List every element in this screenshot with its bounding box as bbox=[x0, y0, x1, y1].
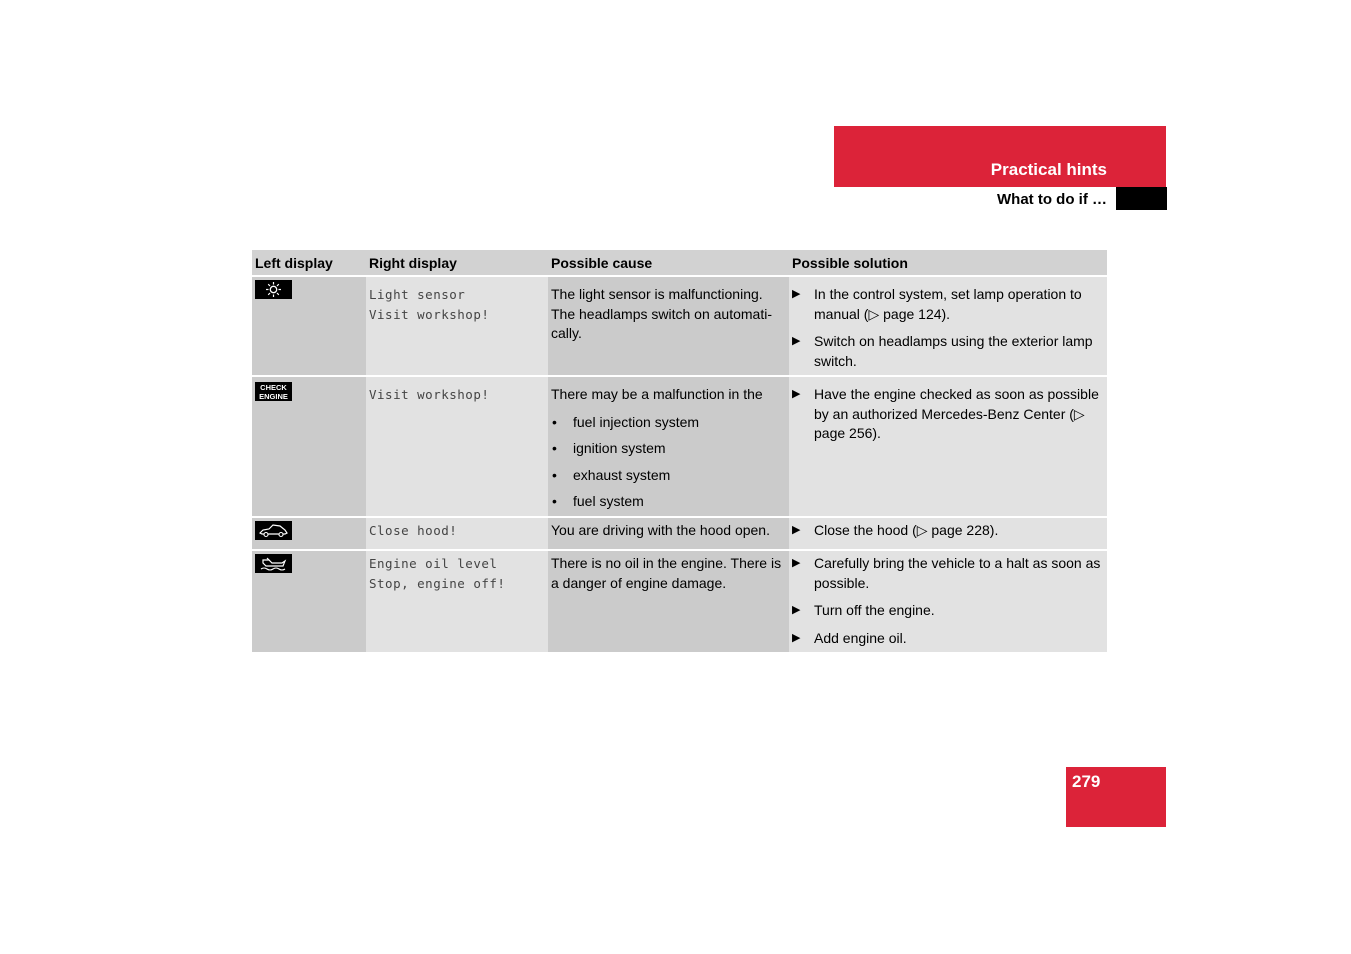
arrow-bullet-icon: ▶ bbox=[792, 523, 801, 536]
section-tab-marker bbox=[1116, 187, 1167, 210]
cause-bullet-item: • exhaust system bbox=[552, 466, 671, 483]
page-number: 279 bbox=[1072, 772, 1101, 791]
arrow-bullet-icon: ▶ bbox=[792, 631, 801, 644]
cause-text: You are driving with the hood open. bbox=[551, 521, 770, 538]
solution-item: ▶ Turn off the engine. bbox=[792, 601, 1104, 621]
cause-text: There is no oil in the engine. There is a danger of engine damage. bbox=[551, 555, 782, 591]
possible-solution-cell bbox=[789, 276, 1107, 376]
display-message-line: Stop, engine off! bbox=[369, 575, 506, 591]
light-sensor-icon bbox=[255, 280, 292, 299]
right-display-cell bbox=[366, 517, 548, 551]
solution-item: ▶ Have the engine checked as soon as possible by an authorized Mercedes-Benz Center (▷ page 256). bbox=[792, 386, 1099, 441]
display-message-line: Close hood! bbox=[369, 522, 458, 538]
left-display-cell bbox=[252, 276, 366, 376]
left-display-cell bbox=[252, 517, 366, 551]
arrow-bullet-icon: ▶ bbox=[792, 335, 801, 347]
possible-cause-cell bbox=[548, 276, 789, 376]
right-display-cell bbox=[366, 276, 548, 376]
table-header-row bbox=[252, 250, 1107, 276]
left-display-cell bbox=[252, 376, 366, 517]
left-display-cell bbox=[252, 550, 366, 652]
table-row bbox=[252, 517, 1107, 551]
possible-solution-cell bbox=[789, 376, 1107, 517]
check-engine-icon: CHECK ENGINE bbox=[255, 382, 292, 401]
possible-solution-cell bbox=[789, 550, 1107, 652]
table-row bbox=[252, 276, 1107, 376]
page-number-box bbox=[1066, 767, 1166, 827]
arrow-bullet-icon: ▶ bbox=[792, 557, 801, 569]
cause-bullet-item: • ignition system bbox=[552, 440, 666, 456]
display-message-line: Light sensor bbox=[369, 287, 466, 302]
solution-item: ▶ Switch on headlamps using the exterior lamp switch. bbox=[792, 333, 1093, 369]
display-messages-table bbox=[252, 250, 1107, 652]
display-message-line: Engine oil level bbox=[369, 556, 498, 571]
cause-bullet-item: • fuel system bbox=[552, 493, 644, 509]
solution-item: ▶ Add engine oil. bbox=[792, 629, 1104, 649]
solution-item: ▶ Carefully bring the vehicle to a halt as soon as possible. bbox=[792, 555, 1101, 591]
right-display-cell bbox=[366, 376, 548, 517]
arrow-bullet-icon: ▶ bbox=[792, 388, 801, 400]
possible-solution-cell bbox=[789, 517, 1107, 551]
solution-item: ▶ Close the hood (▷ page 228). bbox=[792, 521, 1104, 541]
display-message-line: Visit workshop! bbox=[369, 306, 490, 322]
table-row bbox=[252, 550, 1107, 652]
header-possible-solution: Possible solution bbox=[789, 250, 1107, 276]
hood-open-icon bbox=[255, 521, 292, 540]
possible-cause-cell bbox=[548, 376, 789, 517]
header-left-display: Left display bbox=[252, 250, 366, 276]
cause-bullet-item: • fuel injection system bbox=[552, 413, 700, 430]
header-possible-cause: Possible cause bbox=[548, 250, 789, 276]
cause-text: The light sensor is malfunctioning. The headlamps switch on automati-cally. bbox=[551, 286, 772, 341]
arrow-bullet-icon: ▶ bbox=[792, 604, 801, 616]
cause-text: There may be a malfunction in the bbox=[551, 386, 763, 402]
possible-cause-cell bbox=[548, 550, 789, 652]
table-row bbox=[252, 376, 1107, 517]
header-right-display: Right display bbox=[366, 250, 548, 276]
right-display-cell bbox=[366, 550, 548, 652]
solution-item: ▶ In the control system, set lamp operation to manual (▷ page 124). bbox=[792, 286, 1082, 322]
display-message-line: Visit workshop! bbox=[369, 387, 490, 402]
arrow-bullet-icon: ▶ bbox=[792, 288, 801, 300]
possible-cause-cell bbox=[548, 517, 789, 551]
engine-oil-icon bbox=[255, 554, 292, 573]
subsection-title: What to do if … bbox=[997, 191, 1107, 208]
section-title: Practical hints bbox=[990, 160, 1107, 179]
